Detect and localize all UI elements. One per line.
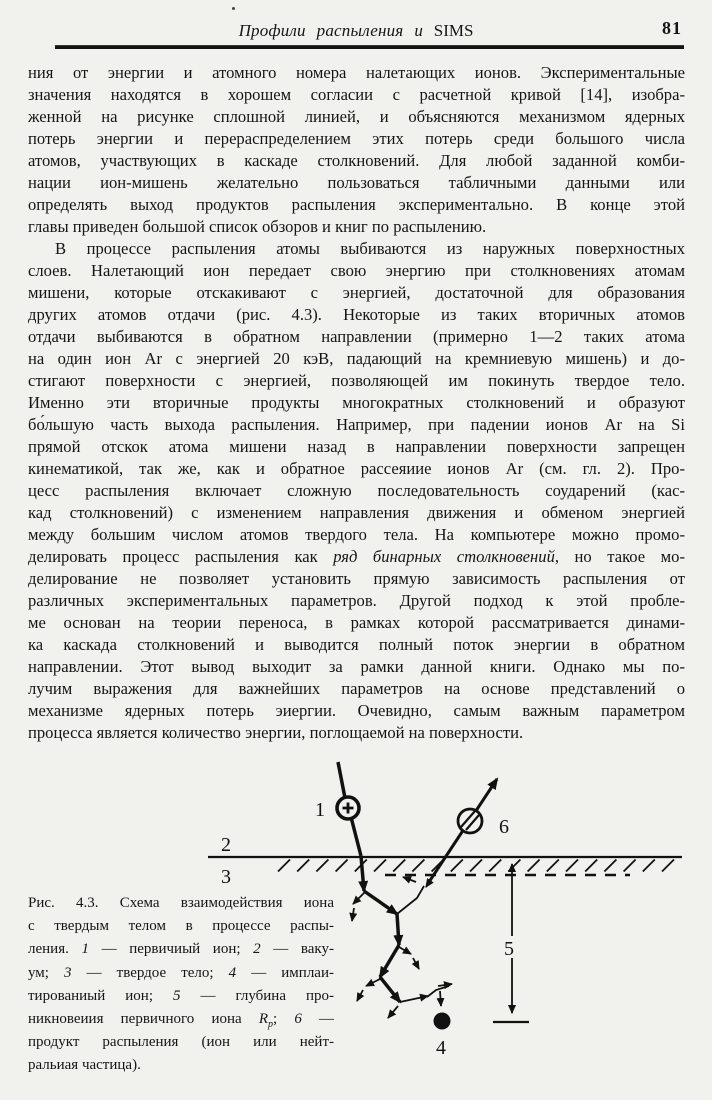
hatch-mark: [297, 860, 309, 872]
text-line: бо́льшую часть выхода распыления. Например, при падении ионов Ar на Si: [28, 415, 685, 434]
text-line: Рис. 4.3. Схема взаимодействия иона: [28, 895, 334, 911]
text-line: различных экспериментальных параметров. Другой подход к этой пробле-: [28, 591, 685, 610]
text-line: делирование не позволяет установить прямую зависимость распыления от: [28, 569, 685, 588]
page-number: 81: [662, 18, 682, 38]
hatch-mark: [470, 860, 482, 872]
text-line: Именно эти вторичные продукты многократных столкновений и образуют: [28, 393, 685, 412]
hatch-mark: [624, 860, 636, 872]
implanted-ion-icon: [434, 1013, 451, 1030]
hatch-mark: [604, 860, 616, 872]
figure-label-4: 4: [436, 1037, 446, 1059]
collision-cascade: [361, 856, 400, 1002]
text-line: с твердым телом в процессе распы-: [28, 918, 334, 935]
surface-hatching: [278, 860, 674, 872]
text-line: ум; 3 — твердое тело; 4 — имплаи-: [28, 964, 334, 981]
text-line: ральиая частица).: [28, 1057, 141, 1074]
text-line: механизме ядерных потерь эиергии. Очевидно, самым важным параметром: [28, 701, 685, 720]
text-line: нации ион-мишень желательно пользоваться табличными данными или: [28, 173, 685, 192]
hatch-mark: [451, 860, 463, 872]
text-line: главы приведен большой список обзоров и книг по распылению.: [28, 217, 487, 236]
text-line: никновеиия первичного иона $R_p$; 6 —: [28, 1010, 334, 1030]
figure-label-6: 6: [499, 816, 509, 838]
hatch-mark: [336, 860, 348, 872]
text-line: стигают поверхности с энергией, позволяющей им покинуть твердое тело.: [28, 371, 685, 390]
hatch-mark: [316, 860, 328, 872]
text-line: ния от энергии и атомного номера налетающих ионов. Экспериментальные: [28, 63, 685, 82]
text-line: В процессе распыления атомы выбиваются из наружных поверхностных: [55, 239, 685, 258]
figure-label-1: 1: [315, 799, 325, 821]
running-title: Профили распыления и SIMS: [238, 21, 474, 40]
text-line: продукт распыления (ион или нейт-: [28, 1034, 334, 1051]
text-line: определять выход продуктов распыления экспериментально. В конце этой: [28, 195, 685, 214]
text-line: ления. 1 — первичиый ион; 2 — ваку-: [28, 941, 334, 958]
figure-label-5: 5: [504, 938, 514, 960]
sputtered-particle-icon: [458, 809, 482, 833]
text-line: значения находятся в хорошем согласии с расчетной кривой [14], изобра-: [28, 85, 685, 104]
text-line: ка каскада столкновений и выводится полный поток энергии в обратном: [28, 635, 685, 654]
text-line: атомов, участвующих в каскаде столкновений. Для любой заданной комби-: [28, 151, 685, 170]
text-line: прямой отскок атома мишени назад в направлении поверхности запрещен: [28, 437, 685, 456]
hatch-mark: [278, 860, 290, 872]
hatch-mark: [643, 860, 655, 872]
text-line: кад столкновений) с изменением направления движения и обменом энергией: [28, 503, 685, 522]
hatch-mark: [393, 860, 405, 872]
text-line: ме основан на теории переноса, в рамках которой рассматривается динами-: [28, 613, 685, 632]
text-line: мишени, которые отскакивают с энергией, достаточной для образования: [28, 283, 685, 302]
text-line: на один ион Ar с энергией 20 кэВ, падающий на кремниевую мишень) и до-: [28, 349, 685, 368]
text-line: потерь энергии и перераспределением этих потерь среди большого числа: [28, 129, 685, 148]
text-line: тированиый ион; 5 — глубина про-: [28, 987, 334, 1004]
text-line: между большим числом атомов твердого тела. На компьютере можно промо-: [28, 525, 685, 544]
recoil-arrows: [352, 877, 452, 1018]
hatch-mark: [508, 860, 520, 872]
figure-label-2: 2: [221, 834, 231, 856]
primary-ion-track: [337, 762, 361, 856]
text-line: делировать процесс распыления как ряд бинарных столкновений, но такое мо-: [28, 547, 685, 566]
figure-label-3: 3: [221, 866, 231, 888]
hatch-mark: [374, 860, 386, 872]
text-line: процесса является количество энергии, поглощаемой на поверхности.: [28, 723, 524, 742]
text-line: других атомов отдачи (рис. 4.3). Некоторые из таких вторичных атомов: [28, 305, 685, 324]
hatch-mark: [662, 860, 674, 872]
hatch-mark: [528, 860, 540, 872]
text-line: кинематикой, так же, как и обратное рассеяиие ионов Ar (см. гл. 2). Про-: [28, 459, 685, 478]
text-line: отдачи выбиваются в обратном направлении (примерно 1—2 таких атома: [28, 327, 685, 346]
text-line: женной на рисунке сплошной линией, и объясняются механизмом ядерных: [28, 107, 685, 126]
sputtered-product-track: [427, 779, 497, 885]
hatch-mark: [566, 860, 578, 872]
text-line: цесс распыления включает сложную последовательность соударений (кас-: [28, 481, 685, 500]
text-line: лучим выражения для важнейших параметров на основе представлений о: [28, 679, 685, 698]
hatch-mark: [489, 860, 501, 872]
text-line: слоев. Налетающий ион передает свою энергию при столкновениях атомам: [28, 261, 685, 280]
hatch-mark: [412, 860, 424, 872]
hatch-mark: [547, 860, 559, 872]
hatch-mark: [585, 860, 597, 872]
text-line: направлении. Этот вывод выходит за рамки данной книги. Однако мы по-: [28, 657, 685, 676]
figure-caption: [28, 892, 334, 1078]
